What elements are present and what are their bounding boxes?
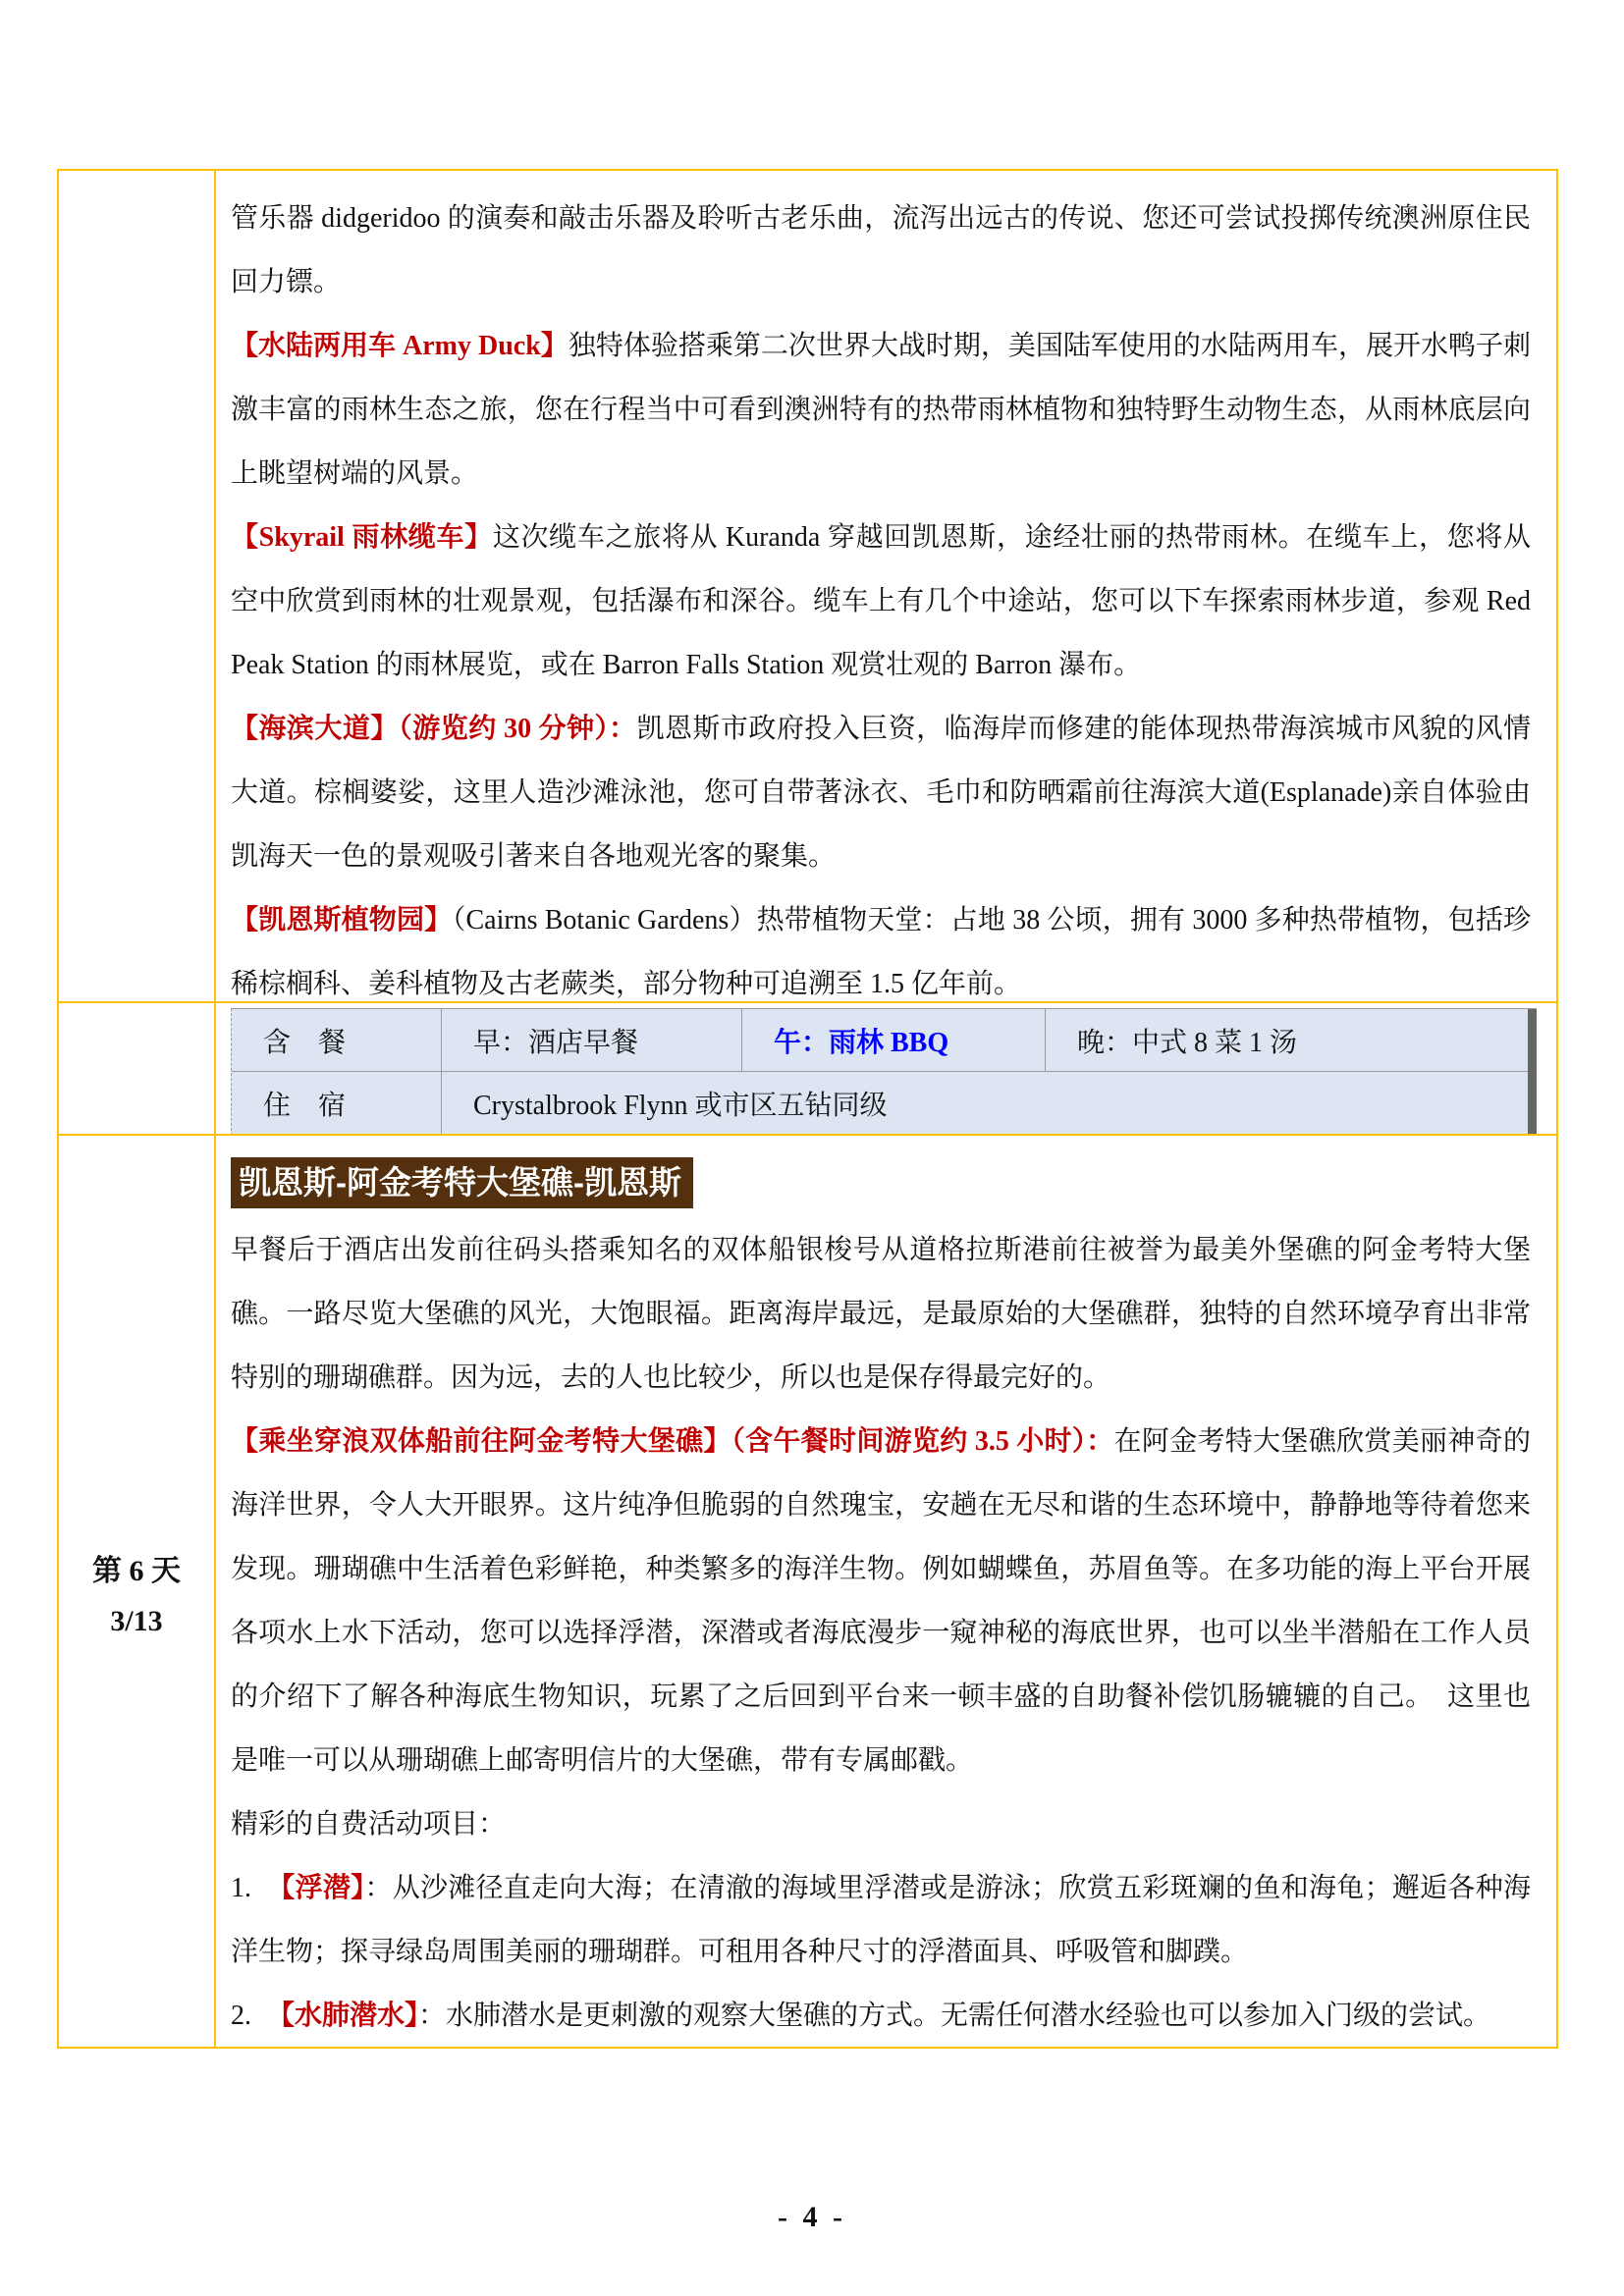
paragraph-text: 在阿金考特大堡礁欣赏美丽神奇的海洋世界，令人大开眼界。这片纯净但脆弱的自然瑰宝，安趟在无尽和谐的生态环境中，静静地等待着您来发现。珊瑚礁中生活着色彩鲜艳，种类繁多的海洋生物。例如蝴蝶鱼，苏眉鱼等。在多功能的海上平台开展各项水上水下活动，您可以选择浮潜，深潜或者海底漫步一窥神秘的海底世界，也可以坐半潜船在工作人员的介绍下了解各种海底生物知识，玩累了之后回到平台来一顿丰盛的自助餐补偿饥肠辘辘的自己。 这里也是唯一可以从珊瑚礁上邮寄明信片的大堡礁，带有专属邮戳。: [231, 1426, 1531, 1776]
highlight-label: 【Skyrail 雨林缆车】: [231, 522, 493, 553]
paragraph-text: 凯恩斯市政府投入巨资，临海岸而修建的能体现热带海滨城市风貌的风情大道。棕榈婆娑，这里人造沙滩泳池，您可自带著泳衣、毛巾和防晒霜前往海滨大道(Esplanade)亲自体验由凯海天一色的景观吸引著来自各地观光客的聚集。: [231, 714, 1531, 872]
day5-row: [59, 171, 1556, 1001]
paragraph: [231, 187, 1531, 314]
highlight-label: 【乘坐穿浪双体船前往阿金考特大堡礁】（含午餐时间游览约 3.5 小时）：: [231, 1426, 1114, 1457]
activity-text: ：水肺潜水是更刺激的观察大堡礁的方式。无需任何潜水经验也可以参加入门级的尝试。: [418, 2001, 1491, 2031]
dinner-cell: 晚：中式 8 菜 1 汤: [1046, 1009, 1537, 1072]
meals-left-cell: [59, 1003, 216, 1134]
meals-hotel-table: [231, 1008, 1537, 1134]
highlight-label: 【凯恩斯植物园】: [231, 905, 453, 935]
meals-label-cell: 含 餐: [232, 1009, 442, 1072]
breakfast-cell: 早：酒店早餐: [442, 1009, 742, 1072]
day5-left-cell: [59, 171, 216, 1001]
paragraph: [231, 697, 1531, 888]
activity-number: 2.: [231, 2001, 251, 2031]
highlight-label: 【海滨大道】（游览约 30 分钟）：: [231, 714, 637, 744]
itinerary-table: [57, 169, 1558, 2049]
page-number: - 4 -: [778, 2201, 846, 2233]
hotel-label-cell: 住 宿: [232, 1072, 442, 1134]
date-label: 3/13: [110, 1604, 163, 1637]
paragraph: [231, 314, 1531, 506]
day-label: 第 6 天: [92, 1554, 181, 1587]
paragraph: [231, 888, 1531, 1001]
paragraph-text: 这次缆车之旅将从 Kuranda 穿越回凯恩斯，途经壮丽的热带雨林。在缆车上，您将从空中欣赏到雨林的壮观景观，包括瀑布和深谷。缆车上有几个中途站，您可以下车探索雨林步道，参观 Red Peak Station 的雨林展览，或在 Barron Falls Station 观赏壮观的 Barron 瀑布。: [231, 522, 1531, 680]
paragraph-text: 独特体验搭乘第二次世界大战时期，美国陆军使用的水陆两用车，展开水鸭子刺激丰富的雨林生态之旅，您在行程当中可看到澳洲特有的热带雨林植物和独特野生动物生态，从雨林底层向上眺望树端的风景。: [231, 331, 1531, 489]
meals-content-cell: [216, 1003, 1556, 1134]
activity-item: [231, 1984, 1531, 2048]
lunch-cell: 午：雨林 BBQ: [742, 1009, 1046, 1072]
day6-content-cell: [216, 1136, 1556, 2048]
hotel-value-cell: Crystalbrook Flynn 或市区五钻同级: [473, 1091, 888, 1121]
paragraph-text: 管乐器 didgeridoo 的演奏和敲击乐器及聆听古老乐曲，流泻出远古的传说、您还可尝试投掷传统澳洲原住民回力镖。: [231, 203, 1531, 297]
paragraph: [231, 506, 1531, 697]
paragraph-text: （Cairns Botanic Gardens）热带植物天堂：占地 38 公顷，拥有 3000 多种热带植物，包括珍稀棕榈科、姜科植物及古老蕨类，部分物种可追溯至 1.5 亿年前。: [231, 905, 1531, 999]
meals-row: [59, 1001, 1556, 1134]
activities-intro: 精彩的自费活动项目：: [231, 1809, 507, 1840]
activity-item: [231, 1856, 1531, 1984]
activity-number: 1.: [231, 1873, 251, 1903]
highlight-label: 【水肺潜水】: [267, 2001, 419, 2031]
route-title-banner: 凯恩斯-阿金考特大堡礁-凯恩斯: [231, 1157, 693, 1208]
day6-row: [59, 1134, 1556, 2048]
paragraph-text: 早餐后于酒店出发前往码头搭乘知名的双体船银梭号从道格拉斯港前往被誉为最美外堡礁的阿金考特大堡礁。一路尽览大堡礁的风光，大饱眼福。距离海岸最远，是最原始的大堡礁群，独特的自然环境孕育出非常特别的珊瑚礁群。因为远，去的人也比较少，所以也是保存得最完好的。: [231, 1235, 1531, 1393]
table-side-bar: [1528, 1009, 1537, 1134]
day5-content-cell: [216, 171, 1556, 1001]
highlight-label: 【浮潜】: [267, 1873, 365, 1903]
day6-day-cell: [59, 1136, 216, 2048]
paragraph: [231, 1218, 1531, 1410]
highlight-label: 【水陆两用车 Army Duck】: [231, 331, 568, 361]
paragraph: [231, 1410, 1531, 1792]
activity-text: ：从沙滩径直走向大海；在清澈的海域里浮潜或是游泳；欣赏五彩斑斓的鱼和海龟；邂逅各种海洋生物；探寻绿岛周围美丽的珊瑚群。可租用各种尺寸的浮潜面具、呼吸管和脚蹼。: [231, 1873, 1531, 1967]
